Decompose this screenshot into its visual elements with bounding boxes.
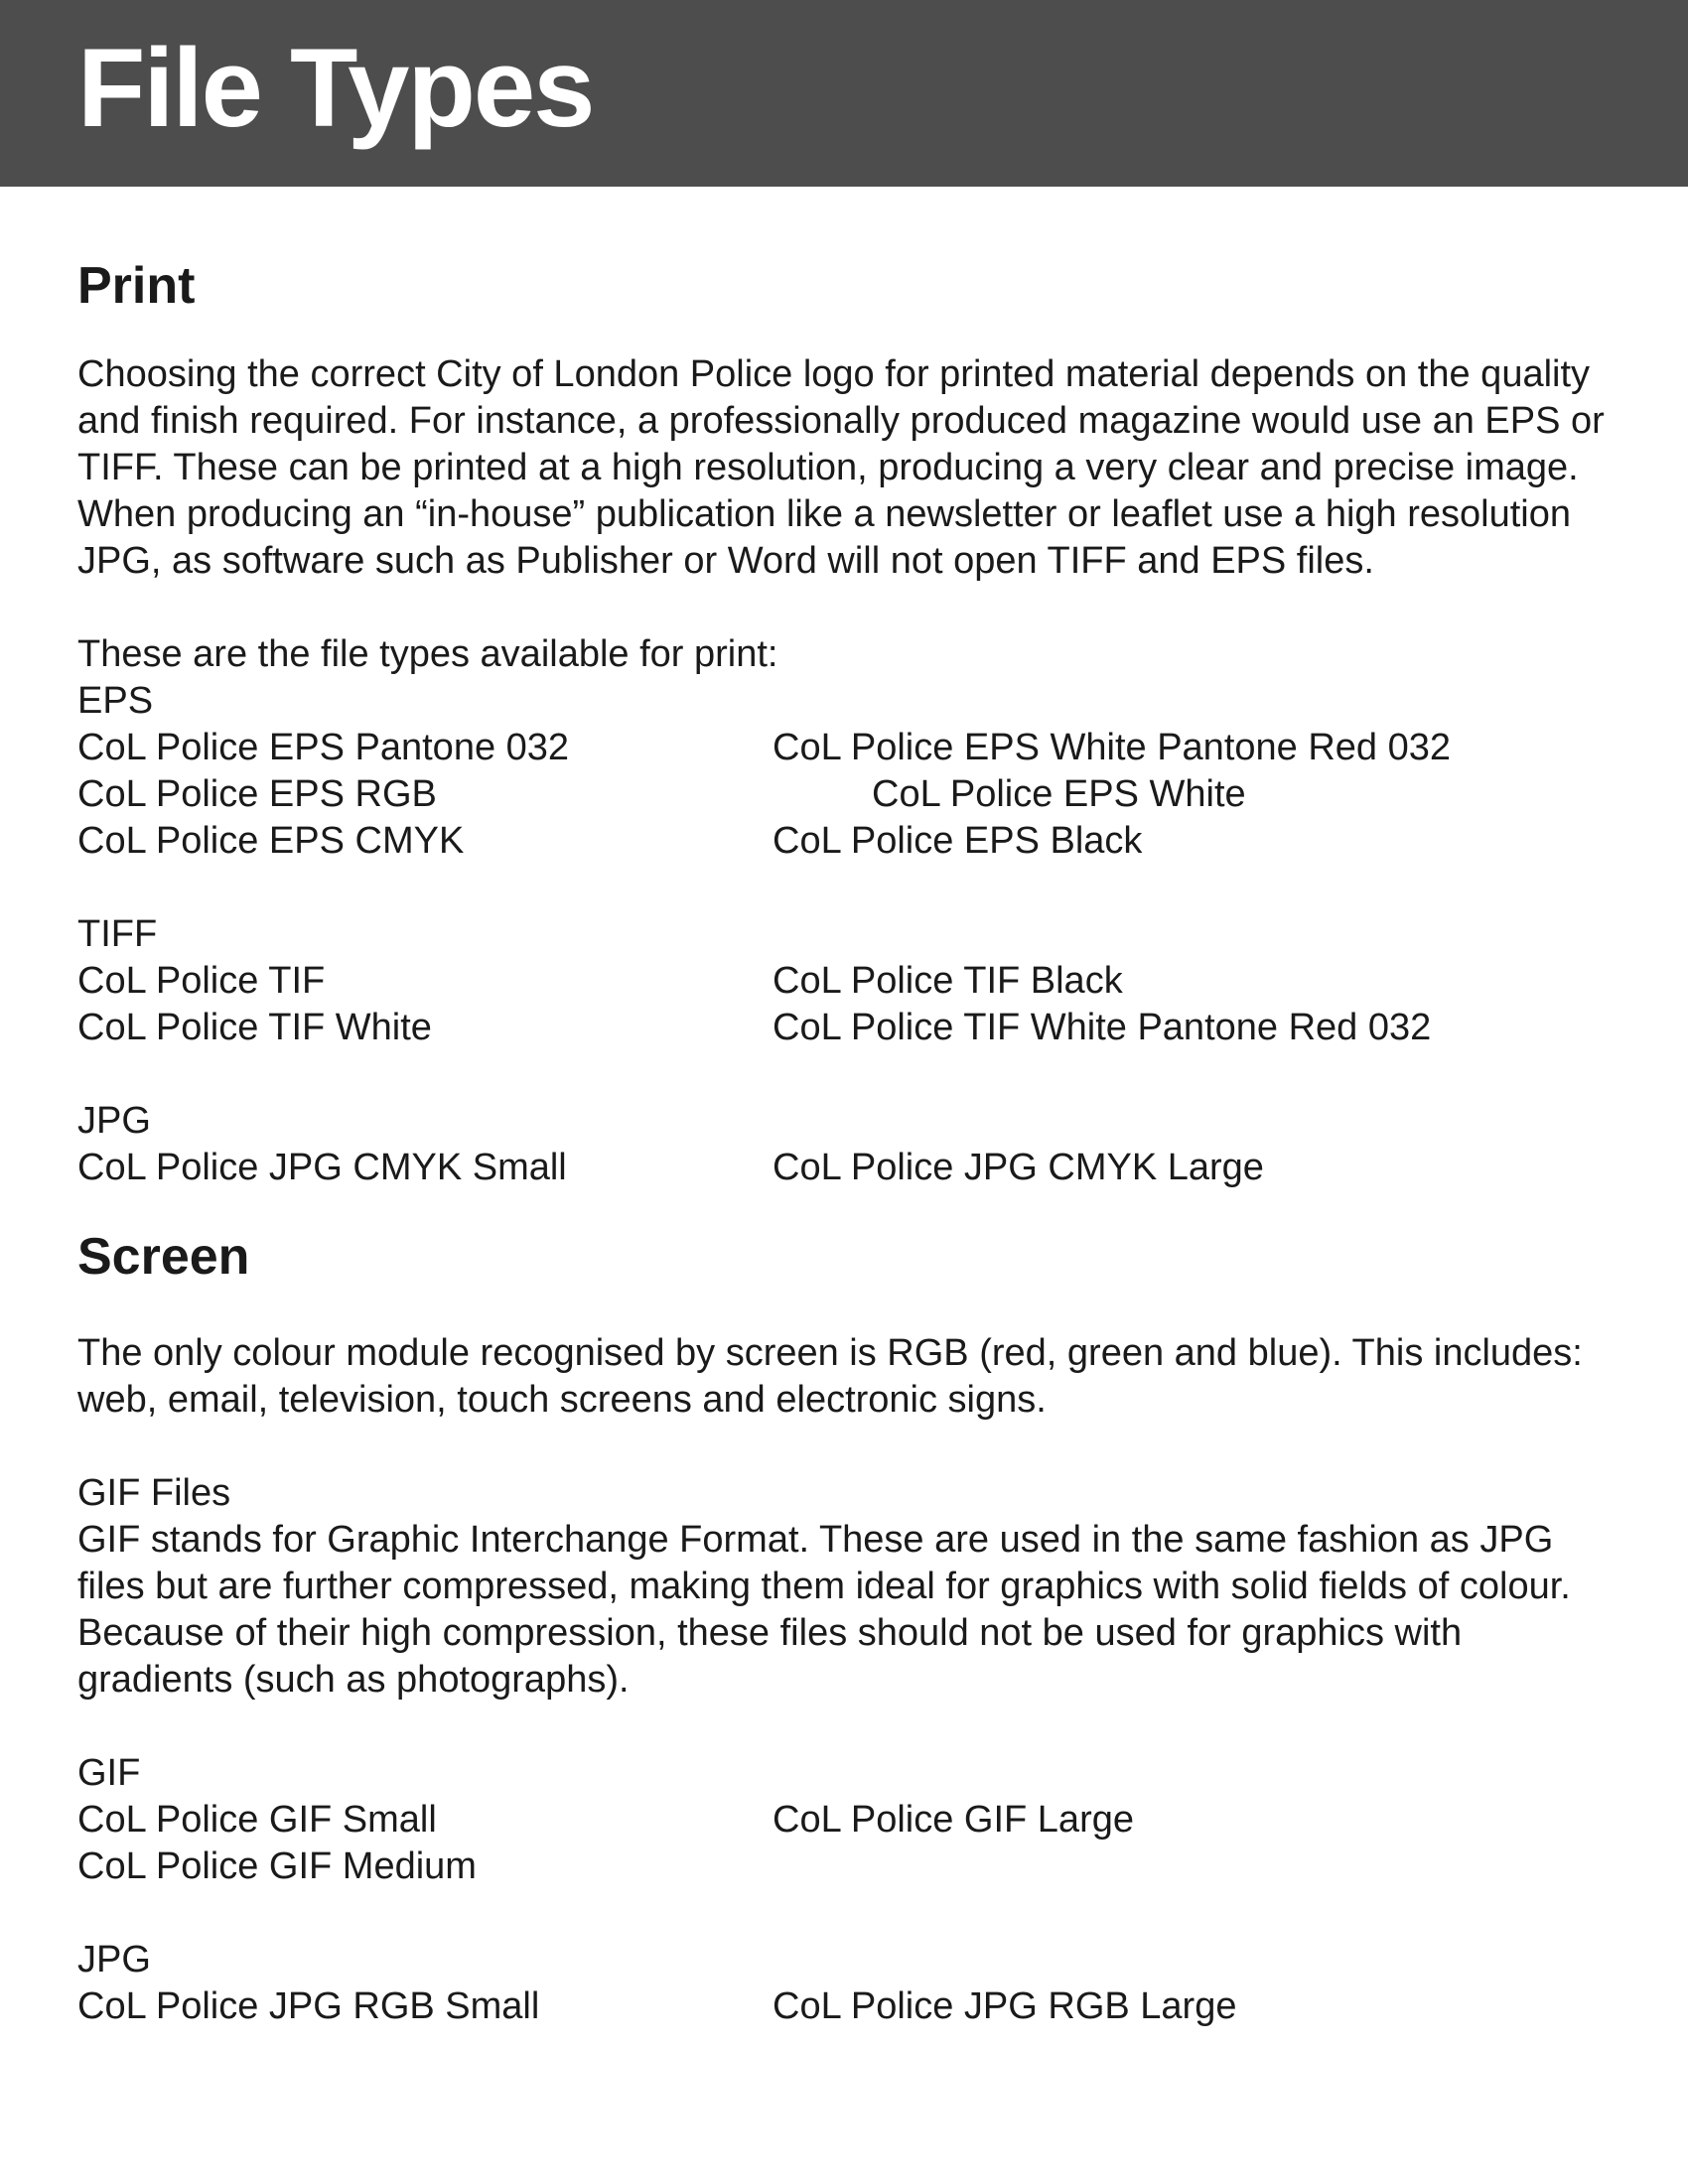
gif-label: GIF bbox=[77, 1752, 141, 1794]
file-name: CoL Police EPS White bbox=[872, 773, 1246, 815]
header-bar bbox=[0, 0, 1688, 187]
print-heading: Print bbox=[77, 257, 196, 315]
print-jpg-group bbox=[77, 1098, 1626, 1191]
eps-label: EPS bbox=[77, 680, 154, 722]
file-name: CoL Police EPS RGB bbox=[77, 773, 437, 815]
file-row bbox=[77, 771, 1626, 818]
file-name: CoL Police EPS White Pantone Red 032 bbox=[773, 727, 1451, 768]
main-content bbox=[77, 248, 1626, 2030]
file-row bbox=[77, 1797, 1626, 1843]
file-name: CoL Police JPG RGB Large bbox=[773, 1985, 1237, 2027]
screen-jpg-group bbox=[77, 1937, 1626, 2030]
print-intro: Choosing the correct City of London Police logo for printed material depends on the quality and finish required. For instance, a professionally produced magazine would use an EPS or TIFF. These can be printed at a high resolution, producing a very clear and precise image. When producing an “in-house” publication like a newsletter or leaflet use a high resolution JPG, as software such as Publisher or Word will not open TIFF and EPS files. bbox=[77, 353, 1605, 582]
gif-group bbox=[77, 1750, 1626, 1890]
tiff-label: TIFF bbox=[77, 913, 158, 955]
screen-jpg-label: JPG bbox=[77, 1939, 151, 1980]
file-name: CoL Police GIF Small bbox=[77, 1799, 437, 1841]
screen-intro: The only colour module recognised by screen is RGB (red, green and blue). This includes: web, email, television, touch screens and electronic signs. bbox=[77, 1332, 1583, 1421]
eps-group bbox=[77, 678, 1626, 865]
file-name: CoL Police JPG CMYK Small bbox=[77, 1147, 567, 1188]
file-row bbox=[77, 818, 1626, 865]
file-row bbox=[77, 1843, 1626, 1890]
file-name bbox=[773, 1843, 1626, 1890]
gif-files-title: GIF Files bbox=[77, 1472, 231, 1514]
file-name: CoL Police EPS Pantone 032 bbox=[77, 727, 570, 768]
file-name: CoL Police TIF bbox=[77, 960, 326, 1002]
file-name: CoL Police EPS CMYK bbox=[77, 820, 465, 862]
file-name: CoL Police JPG CMYK Large bbox=[773, 1147, 1264, 1188]
file-name: CoL Police TIF Black bbox=[773, 960, 1123, 1002]
file-row bbox=[77, 958, 1626, 1005]
print-lead: These are the file types available for print: bbox=[77, 633, 778, 675]
file-name: CoL Police TIF White Pantone Red 032 bbox=[773, 1007, 1432, 1048]
file-row bbox=[77, 725, 1626, 771]
file-name: CoL Police JPG RGB Small bbox=[77, 1985, 540, 2027]
file-row bbox=[77, 1145, 1626, 1191]
gif-files-text: GIF stands for Graphic Interchange Format. These are used in the same fashion as JPG files but are further compressed, making them ideal for graphics with solid fields of colour. Because of their high compression, these files should not be used for graphics with gradients (such as photographs). bbox=[77, 1519, 1571, 1701]
screen-heading: Screen bbox=[77, 1228, 250, 1286]
print-jpg-label: JPG bbox=[77, 1100, 151, 1142]
file-name: CoL Police EPS Black bbox=[773, 820, 1143, 862]
page-title: File Types bbox=[77, 26, 594, 150]
file-row bbox=[77, 1005, 1626, 1051]
file-name: CoL Police GIF Medium bbox=[77, 1845, 477, 1887]
file-row bbox=[77, 1983, 1626, 2030]
file-name: CoL Police GIF Large bbox=[773, 1799, 1134, 1841]
tiff-group bbox=[77, 911, 1626, 1051]
file-name: CoL Police TIF White bbox=[77, 1007, 432, 1048]
